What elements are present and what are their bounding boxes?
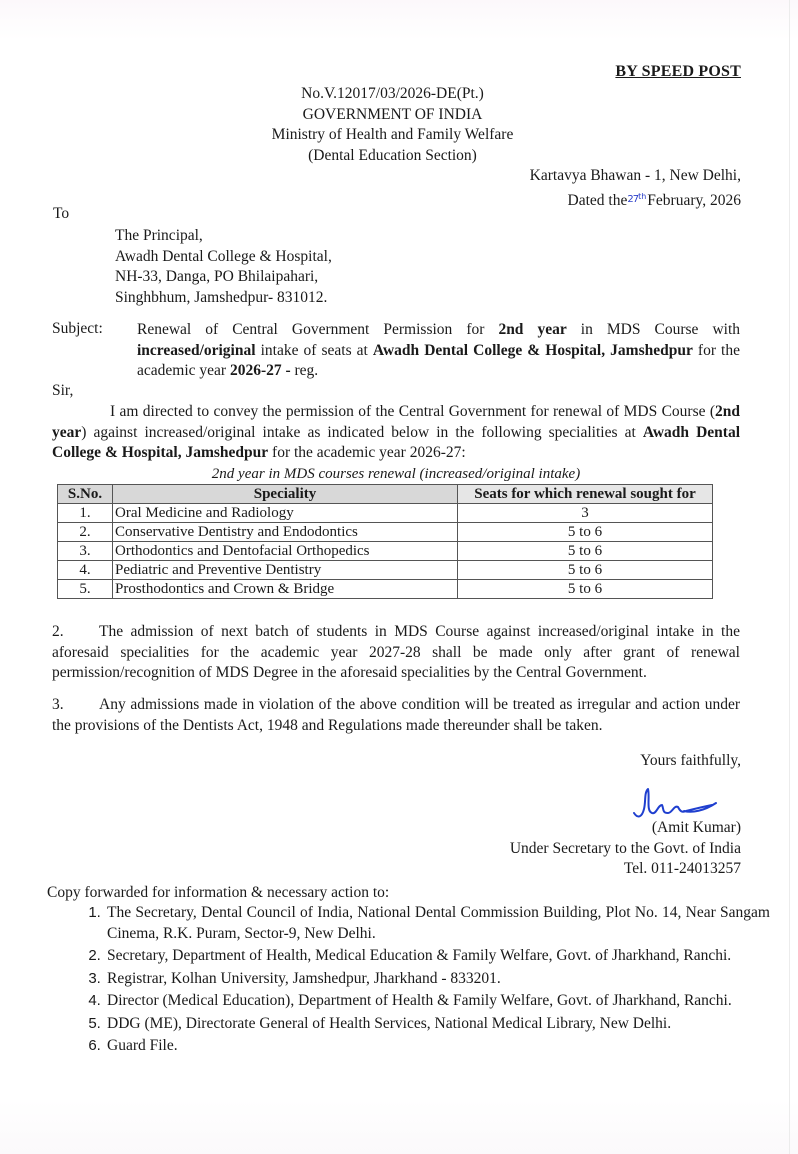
cell-speciality: Orthodontics and Dentofacial Orthopedics [113, 542, 458, 561]
signatory-name: (Amit Kumar) [651, 819, 741, 836]
signature-icon [628, 783, 738, 821]
signatory-block [510, 818, 741, 880]
cell-speciality: Conservative Dentistry and Endodontics [113, 523, 458, 542]
table-row [58, 580, 713, 599]
cell-seats: 5 to 6 [458, 542, 713, 561]
list-item: 4. Director (Medical Education), Department of Health & Family Welfare, Govt. of Jharkhand, Ranchi. [105, 991, 770, 1012]
subject-text: Renewal of Central Government Permission for 2nd year in MDS Course with increased/original intake of seats at Awadh Dental College & Hospital, Jamshedpur for the academic year 2026-27 - reg. [137, 321, 741, 379]
section-name: (Dental Education Section) [308, 146, 477, 164]
letter-header [250, 84, 535, 166]
cell-seats: 5 to 6 [458, 523, 713, 542]
recipient-line: NH-33, Danga, PO Bhilaipahari, [115, 268, 319, 285]
cell-sno: 3. [58, 542, 113, 561]
cell-sno: 2. [58, 523, 113, 542]
list-item: 6. Guard File. [105, 1036, 770, 1057]
specialities-table [57, 484, 713, 599]
office-address: Kartavya Bhawan - 1, New Delhi, [529, 167, 741, 184]
table-row [58, 542, 713, 561]
dispatch-mode: BY SPEED POST [615, 63, 741, 80]
paragraph-number: 3. [52, 696, 64, 713]
date-prefix: Dated the [567, 191, 628, 209]
header-speciality: Speciality [113, 485, 458, 504]
paragraph-text: The admission of next batch of students in MDS Course against increased/original intake in the aforesaid specialities for the academic year 2027-28 shall be made only after grant of renewal permission/recognition of MDS Degree in the aforesaid specialities by the Central Government. [52, 623, 740, 681]
date-suffix: February, 2026 [647, 191, 741, 209]
salutation: Sir, [52, 382, 74, 399]
file-number: No.V.12017/03/2026-DE(Pt.) [301, 85, 484, 102]
list-item: 3. Registrar, Kolhan University, Jamshedpur, Jharkhand - 833201. [105, 969, 770, 990]
letter-date [530, 187, 741, 214]
place-and-date [530, 166, 741, 213]
signatory-designation: Under Secretary to the Govt. of India [509, 839, 741, 857]
cell-speciality: Oral Medicine and Radiology [113, 504, 458, 523]
recipient-address [115, 226, 332, 308]
cell-sno: 4. [58, 561, 113, 580]
list-item: 1. The Secretary, Dental Council of India, National Dental Commission Building, Plot No. 14, Near Sangam Cinema, R.K. Puram, Sector-9, New Delhi. [105, 903, 770, 944]
table-row [58, 523, 713, 542]
paragraph-2 [52, 622, 740, 684]
table-header-row [58, 485, 713, 504]
paragraph-3 [52, 695, 740, 736]
header-seats: Seats for which renewal sought for [458, 485, 713, 504]
recipient-line: Singhbhum, Jamshedpur- 831012. [115, 288, 328, 306]
subject-label: Subject: [52, 320, 103, 337]
recipient-line: Awadh Dental College & Hospital, [115, 247, 332, 265]
paragraph-number: 2. [52, 623, 64, 640]
cell-seats: 5 to 6 [458, 561, 713, 580]
table-caption: 2nd year in MDS courses renewal (increased/original intake) [211, 466, 581, 482]
signatory-phone: Tel. 011-24013257 [623, 860, 741, 877]
table-row [58, 504, 713, 523]
table-row [58, 561, 713, 580]
cell-sno: 5. [58, 580, 113, 599]
copy-forwarded-heading: Copy forwarded for information & necessary action to: [47, 884, 390, 901]
page-edge [789, 0, 790, 1154]
list-item: 5. DDG (ME), Directorate General of Health Services, National Medical Library, New Delhi. [105, 1014, 770, 1035]
cell-seats: 3 [458, 504, 713, 523]
list-item: 2. Secretary, Department of Health, Medical Education & Family Welfare, Govt. of Jharkhand, Ranchi. [105, 946, 770, 967]
closing: Yours faithfully, [640, 752, 741, 769]
recipient-line: The Principal, [115, 227, 203, 244]
cell-speciality: Pediatric and Preventive Dentistry [113, 561, 458, 580]
header-sno: S.No. [58, 485, 113, 504]
cell-sno: 1. [58, 504, 113, 523]
paragraph-1: I am directed to convey the permission of the Central Government for renewal of MDS Course (2nd year) against increased/original intake as indicated below in the following specialities at Awadh Dental College & Hospital, Jamshedpur for the academic year 2026-27: [52, 403, 741, 461]
ministry-name: Ministry of Health and Family Welfare [271, 126, 514, 143]
handwritten-day-suffix: th [638, 191, 647, 201]
to-label: To [53, 205, 70, 222]
cell-seats: 5 to 6 [458, 580, 713, 599]
cell-speciality: Prosthodontics and Crown & Bridge [113, 580, 458, 599]
government-name: GOVERNMENT OF INDIA [302, 105, 483, 123]
paragraph-text: Any admissions made in violation of the above condition will be treated as irregular and action under the provisions of the Dentists Act, 1948 and Regulations made thereunder shall be taken. [52, 696, 740, 734]
handwritten-day: 27 [627, 193, 639, 205]
copy-recipients-list [75, 903, 770, 1059]
